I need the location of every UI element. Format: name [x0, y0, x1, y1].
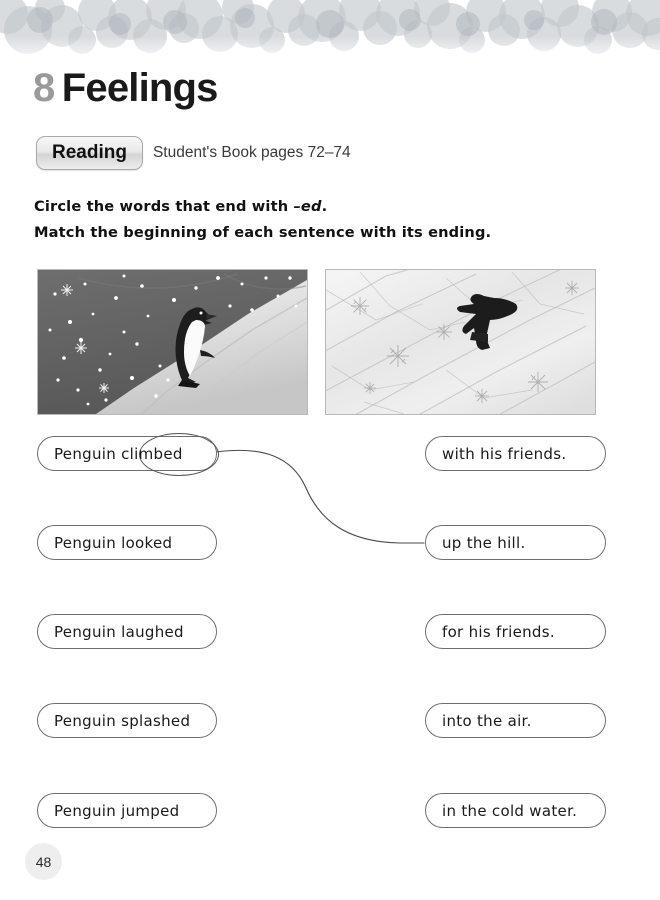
sentence-ending-4[interactable]	[425, 703, 606, 738]
sentence-start-4[interactable]	[37, 703, 217, 738]
sentence-start-3-label: Penguin laughed	[54, 622, 184, 641]
sentence-ending-2[interactable]	[425, 525, 606, 560]
connector-climbed-to-up-the-hill	[216, 450, 424, 543]
sentence-ending-2-label: up the hill.	[442, 533, 526, 552]
sentence-start-4-label: Penguin splashed	[54, 711, 191, 730]
sentence-ending-4-label: into the air.	[442, 711, 532, 730]
page-number-badge: 48	[25, 843, 62, 880]
instructions-block	[34, 194, 634, 246]
sentence-ending-3-label: for his friends.	[442, 622, 555, 641]
instruction-1-before: Circle the words that end with	[34, 198, 294, 215]
skill-row	[36, 136, 351, 170]
skill-badge-reading: Reading	[36, 136, 143, 170]
penguin-on-ice-photo	[325, 269, 596, 415]
instruction-2-before: Match the beginning of each sentence with its ending.	[34, 224, 492, 241]
unit-title: Feelings	[61, 66, 218, 110]
unit-number: 8	[33, 66, 55, 110]
instruction-line-1	[34, 194, 634, 220]
penguin-climbing-hill-photo	[37, 269, 308, 415]
sentence-ending-1-label: with his friends.	[442, 444, 567, 463]
sentence-ending-3[interactable]	[425, 614, 606, 649]
sentence-start-2-label: Penguin looked	[54, 533, 173, 552]
sentence-start-3[interactable]	[37, 614, 217, 649]
sentence-ending-5[interactable]	[425, 793, 606, 828]
instruction-1-after: .	[321, 198, 328, 215]
sentence-start-5-label: Penguin jumped	[54, 801, 180, 820]
page-title	[33, 68, 218, 108]
sentence-ending-5-label: in the cold water.	[442, 801, 578, 820]
sentence-start-1-label: Penguin climbed	[54, 444, 183, 463]
sentence-start-5[interactable]	[37, 793, 217, 828]
students-book-reference: Student's Book pages 72–74	[152, 144, 351, 161]
sentence-start-2[interactable]	[37, 525, 217, 560]
decorative-header-band	[0, 0, 660, 66]
sentence-ending-1[interactable]	[425, 436, 606, 471]
instruction-line-2	[34, 220, 634, 246]
instruction-1-emphasis: –ed	[293, 198, 322, 215]
sentence-start-1[interactable]	[37, 436, 217, 471]
